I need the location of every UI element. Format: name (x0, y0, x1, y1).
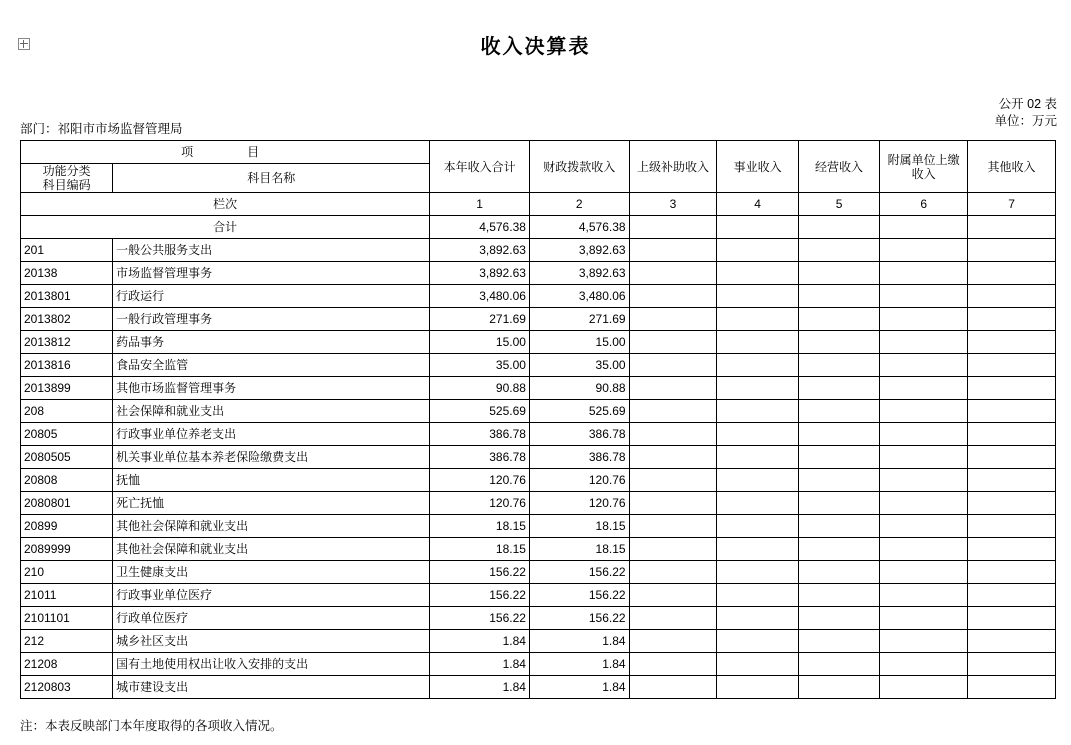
row-value-7 (968, 400, 1056, 423)
row-value-3 (629, 331, 717, 354)
row-code: 210 (21, 561, 113, 584)
row-value-5 (798, 561, 879, 584)
row-value-5 (798, 400, 879, 423)
row-value-5 (798, 653, 879, 676)
row-value-2: 18.15 (529, 515, 629, 538)
row-value-6 (880, 607, 968, 630)
row-value-2: 3,480.06 (529, 285, 629, 308)
row-code: 21011 (21, 584, 113, 607)
row-value-6 (880, 331, 968, 354)
header-col-code-line1: 功能分类 (42, 164, 91, 178)
row-value-1: 90.88 (430, 377, 530, 400)
row-value-5 (798, 354, 879, 377)
row-value-4 (717, 446, 798, 469)
row-value-7 (968, 469, 1056, 492)
table-row (21, 584, 1056, 607)
row-code: 2080505 (21, 446, 113, 469)
table-row (21, 446, 1056, 469)
table-row (21, 607, 1056, 630)
row-value-2: 3,892.63 (529, 239, 629, 262)
row-value-2: 386.78 (529, 446, 629, 469)
row-name: 其他市场监督管理事务 (113, 377, 430, 400)
row-value-1: 18.15 (430, 515, 530, 538)
document-meta-right (994, 96, 1057, 130)
crosshair-marker-icon (18, 38, 30, 50)
row-value-4 (717, 354, 798, 377)
row-name: 其他社会保障和就业支出 (113, 515, 430, 538)
row-value-3 (629, 308, 717, 331)
row-value-6 (880, 239, 968, 262)
table-row (21, 262, 1056, 285)
header-col-6: 附属单位上缴收入 (880, 141, 968, 193)
row-value-1: 386.78 (430, 423, 530, 446)
row-value-7 (968, 607, 1056, 630)
row-value-5 (798, 607, 879, 630)
total-value-1: 4,576.38 (430, 216, 530, 239)
row-value-2: 1.84 (529, 630, 629, 653)
row-value-1: 3,480.06 (430, 285, 530, 308)
row-value-2: 271.69 (529, 308, 629, 331)
table-row (21, 239, 1056, 262)
row-value-1: 1.84 (430, 676, 530, 699)
row-code: 20138 (21, 262, 113, 285)
row-value-7 (968, 331, 1056, 354)
row-name: 卫生健康支出 (113, 561, 430, 584)
row-value-4 (717, 653, 798, 676)
row-value-7 (968, 308, 1056, 331)
row-value-1: 18.15 (430, 538, 530, 561)
row-name: 一般行政管理事务 (113, 308, 430, 331)
row-value-1: 271.69 (430, 308, 530, 331)
row-value-7 (968, 630, 1056, 653)
row-value-4 (717, 515, 798, 538)
row-name: 食品安全监管 (113, 354, 430, 377)
row-value-1: 120.76 (430, 469, 530, 492)
row-value-4 (717, 285, 798, 308)
row-value-3 (629, 561, 717, 584)
row-value-2: 15.00 (529, 331, 629, 354)
row-value-1: 156.22 (430, 561, 530, 584)
table-header-row-1 (21, 141, 1056, 164)
row-name: 行政运行 (113, 285, 430, 308)
row-value-5 (798, 446, 879, 469)
row-value-7 (968, 561, 1056, 584)
row-value-5 (798, 423, 879, 446)
row-code: 2120803 (21, 676, 113, 699)
table-row (21, 469, 1056, 492)
row-value-4 (717, 239, 798, 262)
row-value-1: 156.22 (430, 607, 530, 630)
row-name: 行政单位医疗 (113, 607, 430, 630)
row-value-5 (798, 538, 879, 561)
header-colnum-7: 7 (968, 193, 1056, 216)
row-value-7 (968, 239, 1056, 262)
page-title: 收入决算表 (480, 34, 591, 58)
row-value-4 (717, 492, 798, 515)
table-row (21, 308, 1056, 331)
row-value-7 (968, 354, 1056, 377)
row-value-1: 120.76 (430, 492, 530, 515)
header-col-code (21, 164, 113, 193)
row-value-5 (798, 469, 879, 492)
row-code: 2013816 (21, 354, 113, 377)
row-value-3 (629, 446, 717, 469)
row-name: 死亡抚恤 (113, 492, 430, 515)
row-value-4 (717, 630, 798, 653)
row-value-6 (880, 584, 968, 607)
row-value-4 (717, 676, 798, 699)
row-value-7 (968, 262, 1056, 285)
total-value-3 (629, 216, 717, 239)
row-value-6 (880, 354, 968, 377)
row-code: 212 (21, 630, 113, 653)
row-code: 2013802 (21, 308, 113, 331)
row-value-6 (880, 561, 968, 584)
row-value-6 (880, 469, 968, 492)
table-row (21, 377, 1056, 400)
header-col-7: 其他收入 (968, 141, 1056, 193)
row-value-6 (880, 285, 968, 308)
income-final-accounts-table (20, 140, 1056, 699)
row-code: 20899 (21, 515, 113, 538)
row-value-2: 35.00 (529, 354, 629, 377)
row-value-4 (717, 308, 798, 331)
row-value-3 (629, 262, 717, 285)
row-value-6 (880, 492, 968, 515)
row-name: 城乡社区支出 (113, 630, 430, 653)
row-value-5 (798, 285, 879, 308)
row-value-1: 156.22 (430, 584, 530, 607)
row-name: 机关事业单位基本养老保险缴费支出 (113, 446, 430, 469)
row-value-1: 1.84 (430, 630, 530, 653)
row-value-3 (629, 676, 717, 699)
department-label: 部门：祁阳市市场监督管理局 (20, 122, 183, 136)
row-value-6 (880, 400, 968, 423)
table-row (21, 630, 1056, 653)
header-col-name: 科目名称 (113, 164, 430, 193)
row-value-2: 156.22 (529, 607, 629, 630)
row-name: 市场监督管理事务 (113, 262, 430, 285)
row-value-6 (880, 262, 968, 285)
row-name: 其他社会保障和就业支出 (113, 538, 430, 561)
row-value-1: 15.00 (430, 331, 530, 354)
header-col-2: 财政拨款收入 (529, 141, 629, 193)
row-value-7 (968, 377, 1056, 400)
row-value-5 (798, 584, 879, 607)
row-value-3 (629, 584, 717, 607)
row-value-7 (968, 653, 1056, 676)
total-value-6 (880, 216, 968, 239)
row-value-2: 525.69 (529, 400, 629, 423)
row-value-6 (880, 676, 968, 699)
row-value-5 (798, 492, 879, 515)
row-value-2: 18.15 (529, 538, 629, 561)
row-value-3 (629, 653, 717, 676)
row-value-4 (717, 469, 798, 492)
row-value-5 (798, 331, 879, 354)
row-value-3 (629, 607, 717, 630)
row-value-2: 1.84 (529, 653, 629, 676)
row-value-2: 156.22 (529, 584, 629, 607)
row-value-4 (717, 607, 798, 630)
table-header (21, 141, 1056, 239)
row-code: 2080801 (21, 492, 113, 515)
row-value-3 (629, 400, 717, 423)
table-row (21, 676, 1056, 699)
header-col-code-line2: 科目编码 (42, 178, 91, 192)
header-col-3: 上级补助收入 (629, 141, 717, 193)
row-name: 药品事务 (113, 331, 430, 354)
row-name: 行政事业单位医疗 (113, 584, 430, 607)
row-name: 一般公共服务支出 (113, 239, 430, 262)
row-code: 21208 (21, 653, 113, 676)
row-value-5 (798, 630, 879, 653)
table-row (21, 515, 1056, 538)
row-value-7 (968, 492, 1056, 515)
table-row (21, 423, 1056, 446)
row-value-7 (968, 584, 1056, 607)
total-value-2: 4,576.38 (529, 216, 629, 239)
row-value-6 (880, 538, 968, 561)
table-footnote: 注：本表反映部门本年度取得的各项收入情况。 (20, 719, 283, 733)
header-item-group: 项 目 (21, 141, 430, 164)
row-value-3 (629, 354, 717, 377)
header-colnum-2: 2 (529, 193, 629, 216)
row-value-7 (968, 285, 1056, 308)
header-colnum-6: 6 (880, 193, 968, 216)
table-row (21, 285, 1056, 308)
header-col-4: 事业收入 (717, 141, 798, 193)
table-row (21, 561, 1056, 584)
table-row (21, 653, 1056, 676)
row-value-5 (798, 515, 879, 538)
row-value-7 (968, 676, 1056, 699)
header-colnum-5: 5 (798, 193, 879, 216)
table-row (21, 400, 1056, 423)
row-value-4 (717, 262, 798, 285)
row-value-1: 35.00 (430, 354, 530, 377)
row-code: 2013899 (21, 377, 113, 400)
row-name: 抚恤 (113, 469, 430, 492)
unit-label: 单位：万元 (994, 114, 1057, 128)
row-value-4 (717, 584, 798, 607)
row-value-6 (880, 630, 968, 653)
row-value-5 (798, 377, 879, 400)
row-value-4 (717, 561, 798, 584)
row-value-7 (968, 538, 1056, 561)
table-total-row (21, 216, 1056, 239)
header-colnum-1: 1 (430, 193, 530, 216)
row-value-3 (629, 423, 717, 446)
row-value-2: 156.22 (529, 561, 629, 584)
row-value-2: 3,892.63 (529, 262, 629, 285)
row-value-5 (798, 262, 879, 285)
row-value-2: 120.76 (529, 492, 629, 515)
row-value-5 (798, 239, 879, 262)
row-value-3 (629, 538, 717, 561)
row-code: 201 (21, 239, 113, 262)
row-code: 2013801 (21, 285, 113, 308)
row-value-4 (717, 538, 798, 561)
row-value-4 (717, 400, 798, 423)
row-value-4 (717, 377, 798, 400)
row-name: 国有土地使用权出让收入安排的支出 (113, 653, 430, 676)
row-value-3 (629, 515, 717, 538)
row-value-7 (968, 446, 1056, 469)
row-name: 行政事业单位养老支出 (113, 423, 430, 446)
row-code: 20805 (21, 423, 113, 446)
row-value-2: 90.88 (529, 377, 629, 400)
row-value-1: 525.69 (430, 400, 530, 423)
table-body (21, 239, 1056, 699)
row-code: 2089999 (21, 538, 113, 561)
header-colnum-3: 3 (629, 193, 717, 216)
row-value-2: 120.76 (529, 469, 629, 492)
row-value-4 (717, 423, 798, 446)
row-value-6 (880, 515, 968, 538)
row-value-3 (629, 630, 717, 653)
row-value-4 (717, 331, 798, 354)
row-value-1: 386.78 (430, 446, 530, 469)
total-value-5 (798, 216, 879, 239)
row-value-3 (629, 492, 717, 515)
row-value-7 (968, 515, 1056, 538)
row-code: 2013812 (21, 331, 113, 354)
header-col-5: 经营收入 (798, 141, 879, 193)
row-value-3 (629, 469, 717, 492)
row-value-3 (629, 285, 717, 308)
row-value-6 (880, 308, 968, 331)
row-value-1: 1.84 (430, 653, 530, 676)
header-col-1: 本年收入合计 (430, 141, 530, 193)
row-value-2: 1.84 (529, 676, 629, 699)
row-value-5 (798, 308, 879, 331)
row-code: 2101101 (21, 607, 113, 630)
table-row (21, 331, 1056, 354)
document-page (0, 30, 1071, 745)
row-value-5 (798, 676, 879, 699)
row-name: 城市建设支出 (113, 676, 430, 699)
total-value-7 (968, 216, 1056, 239)
row-value-6 (880, 653, 968, 676)
table-row (21, 492, 1056, 515)
row-value-7 (968, 423, 1056, 446)
row-value-6 (880, 377, 968, 400)
row-value-3 (629, 239, 717, 262)
total-value-4 (717, 216, 798, 239)
row-value-1: 3,892.63 (430, 262, 530, 285)
row-value-3 (629, 377, 717, 400)
row-value-6 (880, 446, 968, 469)
row-value-6 (880, 423, 968, 446)
row-value-1: 3,892.63 (430, 239, 530, 262)
table-row (21, 538, 1056, 561)
total-label: 合计 (21, 216, 430, 239)
row-value-2: 386.78 (529, 423, 629, 446)
row-name: 社会保障和就业支出 (113, 400, 430, 423)
table-row (21, 354, 1056, 377)
public-form-label: 公开 02 表 (998, 97, 1057, 111)
header-row-label: 栏次 (21, 193, 430, 216)
header-colnum-4: 4 (717, 193, 798, 216)
table-header-row-columnnumbers (21, 193, 1056, 216)
row-code: 20808 (21, 469, 113, 492)
row-code: 208 (21, 400, 113, 423)
